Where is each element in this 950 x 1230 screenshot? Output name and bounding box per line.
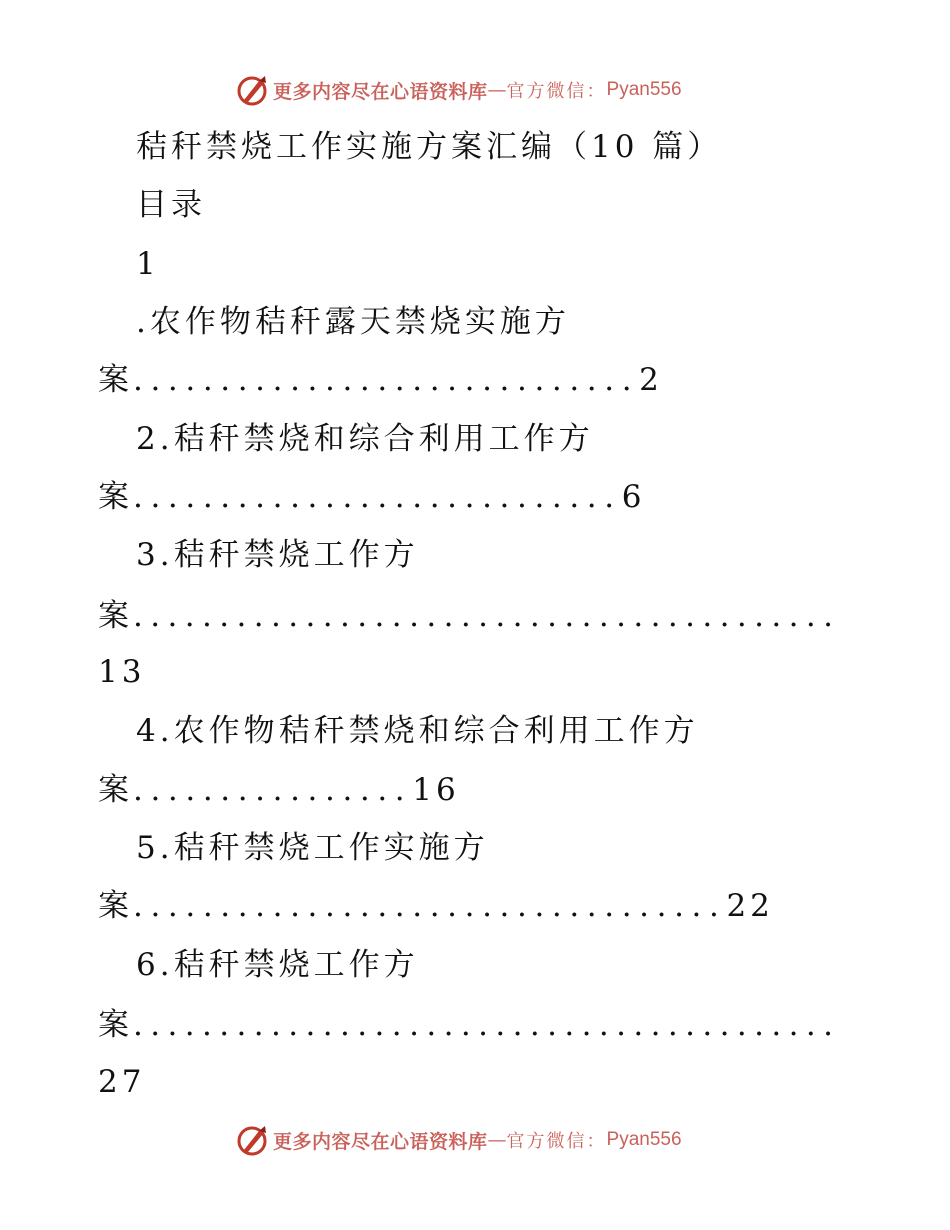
toc-entry-3-leader <box>98 596 840 636</box>
watermark-wechat-label: 官方微信： <box>506 1131 607 1152</box>
toc-entry-6-dots: ......................................... <box>133 1007 841 1043</box>
quill-pen-icon <box>235 73 269 107</box>
toc-heading: 目录 <box>136 187 206 223</box>
toc-entry-1-title: .农作物秸秆露天禁烧实施方 <box>136 304 570 340</box>
toc-entry-6-page: 27 <box>98 1064 146 1100</box>
toc-entry-5-dots: .................................. <box>133 888 727 924</box>
toc-entry-4-number: 4. <box>136 713 174 749</box>
toc-entry-4-dots: ................ <box>133 772 413 808</box>
toc-entry-2-page: 6 <box>621 479 646 515</box>
header-watermark <box>235 72 682 108</box>
toc-entry-2-heading <box>136 419 594 459</box>
watermark-main-text: 更多内容尽在心语资料库 <box>273 80 488 103</box>
toc-entry-5-leader <box>98 886 774 926</box>
toc-entry-3-dots: ......................................... <box>133 598 841 634</box>
toc-entry-6-heading <box>136 945 419 985</box>
document-title: 秸秆禁烧工作实施方案汇编（10 篇） <box>136 129 723 165</box>
watermark-dash: — <box>487 79 507 101</box>
watermark-wechat-label: 官方微信： <box>506 81 607 102</box>
footer-watermark <box>235 1122 682 1158</box>
toc-entry-1-page: 2 <box>639 362 663 398</box>
toc-entry-3-heading <box>136 535 419 575</box>
toc-entry-1-leader <box>98 360 663 400</box>
watermark-wechat-id: Pyan556 <box>606 79 682 100</box>
toc-entry-1-number: 1 <box>136 246 160 282</box>
toc-entry-2-title: 秸秆禁烧和综合利用工作方 <box>173 421 594 457</box>
toc-entry-1-last-char: 案 <box>98 362 133 398</box>
toc-entry-6-number: 6. <box>136 947 174 983</box>
watermark-dash: — <box>487 1129 507 1151</box>
toc-entry-2-number: 2. <box>136 421 174 457</box>
watermark-main-text: 更多内容尽在心语资料库 <box>273 1130 488 1153</box>
toc-entry-5-last-char: 案 <box>98 888 133 924</box>
toc-entry-4-title: 农作物秸秆禁烧和综合利用工作方 <box>173 713 699 749</box>
toc-entry-2-dots: ............................ <box>133 479 622 515</box>
watermark-wechat-id: Pyan556 <box>606 1129 682 1150</box>
toc-entry-5-number: 5. <box>136 830 174 866</box>
toc-entry-2-last-char: 案 <box>98 479 133 515</box>
toc-entry-4-page: 16 <box>412 772 460 808</box>
toc-entry-5-heading <box>136 828 489 868</box>
toc-entry-3-page: 13 <box>98 654 146 690</box>
toc-entry-4-last-char: 案 <box>98 772 133 808</box>
toc-entry-5-page: 22 <box>726 888 774 924</box>
toc-entry-2-leader <box>98 477 645 517</box>
toc-entry-1-dots: ............................. <box>133 362 640 398</box>
toc-entry-5-title: 秸秆禁烧工作实施方 <box>173 830 489 866</box>
toc-entry-4-heading <box>136 711 699 751</box>
toc-entry-3-last-char: 案 <box>98 598 133 634</box>
toc-entry-3-number: 3. <box>136 537 174 573</box>
toc-entry-6-title: 秸秆禁烧工作方 <box>173 947 419 983</box>
toc-entry-6-leader <box>98 1005 840 1045</box>
quill-pen-icon <box>235 1123 269 1157</box>
toc-entry-4-leader <box>98 770 460 810</box>
toc-entry-6-last-char: 案 <box>98 1007 133 1043</box>
toc-entry-3-title: 秸秆禁烧工作方 <box>173 537 419 573</box>
